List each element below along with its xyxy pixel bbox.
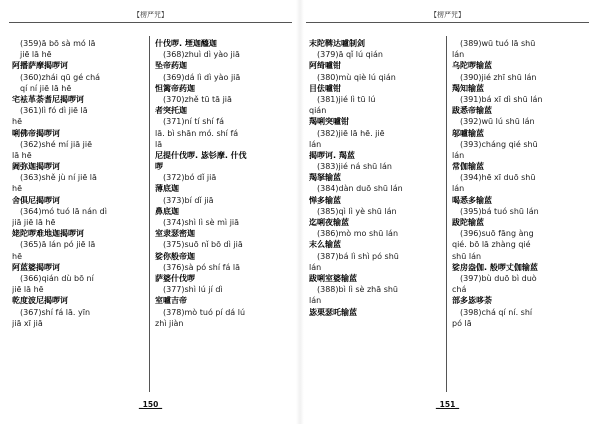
- mantra-line: 跋陀输蓝: [452, 218, 484, 227]
- pinyin-line: (379)ā qǐ lú qián: [317, 50, 383, 60]
- mantra-line: 跋悉帝输蓝: [452, 106, 492, 116]
- mantra-line: 唎佛帝揭啰诃: [12, 128, 60, 138]
- pinyin-line: (389)wū tuó lā shū: [460, 39, 536, 48]
- mantra-line: 毖栗瑟吒输蓝: [309, 307, 357, 317]
- page-number: _151_: [435, 400, 460, 409]
- pinyin-line: (375)suō nǐ bō dì jiā: [163, 240, 243, 250]
- pinyin-line: hē: [12, 184, 22, 194]
- pinyin-line: lán: [309, 139, 322, 149]
- mantra-line: 惮多输蓝: [309, 195, 341, 205]
- mantra-line: 娑房盎伽. 般啰丈伽输蓝: [452, 262, 538, 272]
- mantra-line: 薄底迦: [155, 184, 179, 194]
- page-header: 【楞严咒】: [430, 11, 465, 19]
- pinyin-line: (367)shí fá lā. yīn: [20, 307, 91, 317]
- mantra-line: 鼻底迦: [155, 206, 179, 216]
- pinyin-line: qí ní jiē lā hē: [20, 83, 72, 93]
- pinyin-line: (387)bá lì shì pó shū: [317, 251, 399, 261]
- pinyin-line: (361)lì fó dì jiē lā: [20, 106, 88, 116]
- mantra-line: 舍俱尼揭啰诃: [12, 195, 60, 205]
- pinyin-line: (381)jié lì tū lú: [317, 94, 376, 104]
- header-rule: [9, 22, 292, 23]
- pinyin-line: (390)jié zhī shū lán: [460, 72, 537, 82]
- page-header: 【楞严咒】: [133, 11, 168, 19]
- column-divider: [446, 36, 447, 392]
- pinyin-line: jiē lā hē: [20, 50, 52, 60]
- pinyin-line: (362)shé mí jiā jiē: [20, 139, 93, 149]
- mantra-line: 目佉嚧钳: [309, 83, 341, 93]
- pinyin-line: jiā jiē lā hē: [12, 218, 56, 227]
- mantra-line: 末么输蓝: [309, 240, 341, 250]
- mantra-line: 常伽输蓝: [452, 162, 484, 172]
- pinyin-line: lán: [309, 262, 322, 272]
- pinyin-line: pó lā: [452, 318, 472, 328]
- mantra-line: 羯知输蓝: [452, 83, 484, 93]
- mantra-line: 羯唎突嚧钳: [309, 117, 349, 127]
- pinyin-line: (370)zhě tū tā jiā: [163, 94, 232, 104]
- mantra-line: 娑你般帝迦: [155, 251, 195, 261]
- pinyin-line: (380)mù qiè lú qián: [317, 72, 396, 82]
- pinyin-line: (373)bí dǐ jiā: [163, 195, 214, 205]
- mantra-line: 乌陀啰输蓝: [452, 61, 492, 71]
- mantra-line: 者突托迦: [155, 106, 187, 116]
- pinyin-line: shū lán: [452, 251, 482, 261]
- mantra-line: 室隶瑟密迦: [155, 229, 195, 239]
- mantra-line: 室嚧吉帝: [155, 296, 187, 306]
- pinyin-line: lán: [452, 184, 465, 194]
- pinyin-line: zhì jiàn: [155, 318, 184, 328]
- text-column: [452, 38, 580, 329]
- pinyin-line: lán: [309, 296, 322, 306]
- mantra-line: 坠帝药迦: [155, 61, 187, 71]
- mantra-line: 末陀鞞达嚧制剑: [309, 39, 365, 48]
- pinyin-line: (378)mò tuó pí dá lú: [163, 307, 246, 317]
- mantra-line: 跋唎室婆输蓝: [309, 273, 357, 283]
- pinyin-line: (395)bá tuó shū lán: [460, 206, 539, 216]
- mantra-line: 萨婆什伐啰: [155, 273, 195, 283]
- pinyin-line: (372)bó dǐ jiā: [163, 173, 217, 183]
- mantra-line: 乾度波尼揭啰诃: [12, 296, 68, 306]
- mantra-line: 尼提什伐啰. 毖钐摩. 什伐: [155, 150, 247, 160]
- mantra-line: 宅袪革荼耆尼揭啰诃: [12, 94, 84, 104]
- right-page: [306, 6, 589, 418]
- mantra-line: 迄唎夜输蓝: [309, 218, 349, 227]
- pinyin-line: (396)suō fāng àng: [460, 229, 534, 239]
- pinyin-line: (359)ā bō sà mó lā: [20, 39, 96, 48]
- pinyin-line: (383)jié ná shū lán: [317, 162, 392, 172]
- pinyin-line: (398)chá qí ní. shí: [460, 307, 533, 317]
- pinyin-line: (392)wū lú shū lán: [460, 117, 535, 127]
- pinyin-line: hē: [12, 251, 22, 261]
- mantra-line: 揭啰诃. 羯蓝: [309, 150, 355, 160]
- pinyin-line: (382)jiē lā hē. jiē: [317, 128, 385, 138]
- pinyin-line: (388)bì lì sè zhā shū: [317, 285, 398, 295]
- mantra-line: 怛篱帝药迦: [155, 83, 195, 93]
- pinyin-line: (371)ní tí shí fá: [163, 117, 224, 127]
- pinyin-line: (385)qì lì yè shū lán: [317, 206, 397, 216]
- text-column: [12, 38, 140, 329]
- mantra-line: 阿播萨摩揭啰诃: [12, 61, 68, 71]
- text-column: [155, 38, 283, 329]
- pinyin-line: (364)mó tuó lā nán dì: [20, 206, 107, 216]
- pinyin-line: (384)dàn duō shū lán: [317, 184, 403, 194]
- pinyin-line: qié. bō lā zhàng qié: [452, 240, 531, 250]
- mantra-line: 姥陀啰难地迦揭啰诃: [12, 229, 84, 239]
- pinyin-line: (397)bù duō bì duò: [460, 273, 537, 283]
- mantra-line: 阿蓝婆揭啰诃: [12, 262, 60, 272]
- pinyin-line: lán: [452, 150, 465, 160]
- pinyin-line: (386)mò mo shū lán: [317, 229, 399, 239]
- pinyin-line: hē: [12, 117, 22, 127]
- pinyin-line: lā: [155, 139, 163, 149]
- pinyin-line: (360)zhái qū gé chá: [20, 72, 101, 82]
- pinyin-line: (365)ā lán pó jiē lā: [20, 240, 96, 250]
- pinyin-line: (374)shì lì sè mì jiā: [163, 218, 240, 227]
- mantra-line: 啰: [155, 162, 163, 172]
- pinyin-line: lā hē: [12, 150, 32, 160]
- header-rule: [306, 22, 589, 23]
- pinyin-line: (377)shì lú jí dì: [163, 285, 223, 295]
- page-number: _150_: [138, 400, 163, 409]
- text-column: [309, 38, 437, 318]
- mantra-line: 喝悉多输蓝: [452, 195, 492, 205]
- pinyin-line: (363)shě jù ní jiē lā: [20, 173, 97, 183]
- pinyin-line: qián: [309, 106, 327, 116]
- pinyin-line: lā. bì shān mó. shí fá: [155, 128, 239, 138]
- pinyin-line: (393)cháng qié shū: [460, 139, 538, 149]
- pinyin-line: (376)sà pó shí fá lā: [163, 262, 241, 272]
- mantra-line: 什伐啰. 堙迦醯迦: [155, 39, 217, 48]
- mantra-line: 邬嚧输蓝: [452, 128, 484, 138]
- mantra-line: 羯拏输蓝: [309, 173, 341, 183]
- pinyin-line: (394)hē xī duō shū: [460, 173, 536, 183]
- pinyin-line: (366)qián dù bō ní: [20, 273, 94, 283]
- mantra-line: 阇弥迦揭啰诃: [12, 162, 60, 172]
- left-page: [9, 6, 292, 418]
- pinyin-line: jiē lā hē: [12, 285, 44, 295]
- pinyin-line: lán: [452, 50, 465, 60]
- book-gutter: [296, 0, 304, 424]
- pinyin-line: (391)bá xī dì shū lán: [460, 94, 543, 104]
- mantra-line: 部多毖哆荼: [452, 296, 492, 306]
- column-divider: [149, 36, 150, 392]
- mantra-line: 阿绮嚧钳: [309, 61, 341, 71]
- pinyin-line: (368)zhuì dì yào jiā: [163, 50, 240, 60]
- pinyin-line: jiā xī jiā: [12, 318, 43, 328]
- pinyin-line: chá: [452, 285, 467, 295]
- pinyin-line: (369)dá lì dì yào jiā: [163, 72, 241, 82]
